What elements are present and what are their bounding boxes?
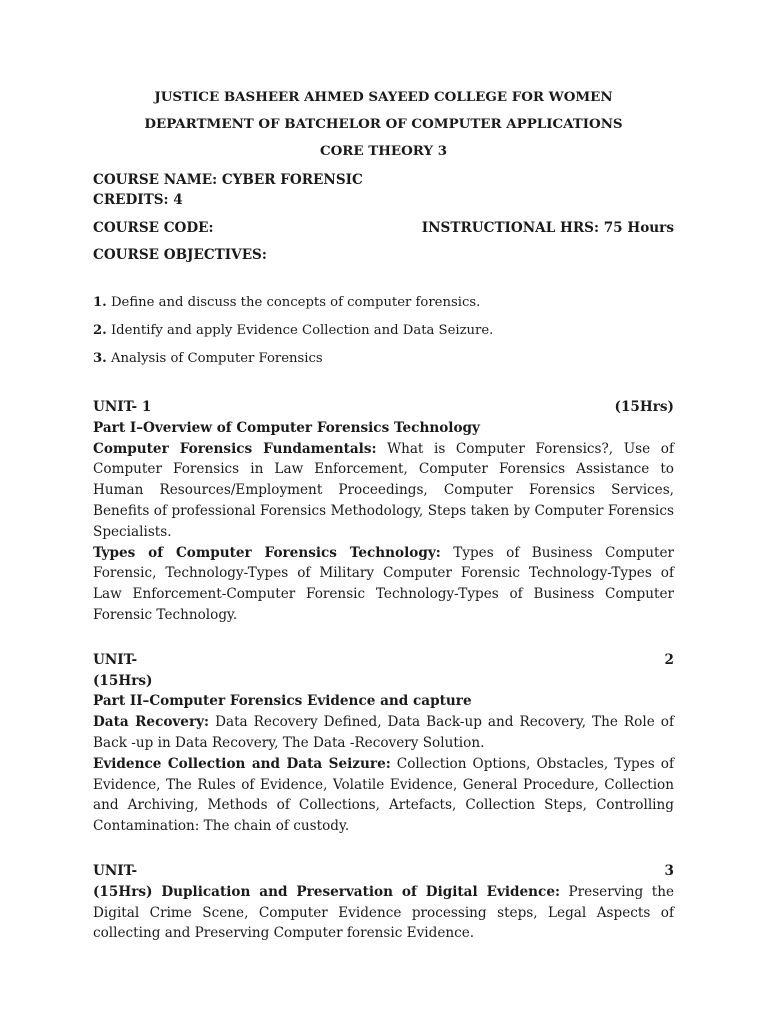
college-name: JUSTICE BASHEER AHMED SAYEED COLLEGE FOR WOMEN [154, 89, 613, 105]
objective-item [93, 289, 674, 317]
objective-number: 2. [93, 323, 107, 338]
unit-2-topic-1-text: Data Recovery Defined, Data Back-up and Recovery, The Role of Back -up in Data Recovery, The Data -Recovery Solution. [93, 714, 674, 751]
objective-text: Identify and apply Evidence Collection and Data Seizure. [106, 323, 494, 338]
objective-item [93, 345, 674, 373]
instructional-hours: INSTRUCTIONAL HRS: 75 Hours [421, 220, 674, 236]
unit-3-section [93, 861, 674, 944]
unit-1-paragraph-2 [93, 543, 674, 626]
unit-2-topic-2-title: Evidence Collection and Data Seizure: [93, 755, 391, 772]
unit-2-heading [93, 650, 674, 671]
unit-1-heading [93, 397, 674, 418]
department-name: DEPARTMENT OF BATCHELOR OF COMPUTER APPLICATIONS [144, 116, 623, 132]
unit-1-hours: (15Hrs) [614, 399, 674, 415]
unit-2-topic-2-text: Collection Options, Obstacles, Types of Evidence, The Rules of Evidence, Volatile Evidence, General Procedure, Collection and Archiving, Methods of Collections, Artefacts, Collection Steps, Controlling Contamination: The chain of custody. [93, 755, 674, 835]
unit-1-section [93, 397, 674, 626]
unit-3-label: UNIT- [93, 862, 138, 879]
course-credits: CREDITS: 4 [93, 192, 183, 208]
unit-1-topic-1-text: What is Computer Forensics?, Use of Computer Forensics in Law Enforcement, Computer Forensics Assistance to Human Resources/Employment Proceedings, Computer Forensics Services, Benefits of professional Forensics Methodology, Steps taken by Computer Forensics Specialists. [93, 440, 674, 540]
unit-3-topic-1-text: Preserving the Digital Crime Scene, Computer Evidence processing steps, Legal Aspects of collecting and Preserving Computer forensic Evidence. [93, 883, 674, 942]
objectives-title: COURSE OBJECTIVES: [93, 247, 267, 263]
unit-2-paragraph-1 [93, 712, 674, 754]
unit-2-number: 2 [664, 651, 674, 668]
course-name: COURSE NAME: CYBER FORENSIC [93, 172, 363, 188]
unit-1-paragraph-1 [93, 439, 674, 543]
course-code-row [93, 218, 674, 238]
unit-3-number: 3 [664, 862, 674, 879]
unit-3-paragraph-1 [93, 882, 674, 944]
core-title: CORE THEORY 3 [319, 143, 448, 159]
unit-1-label: UNIT- 1 [93, 399, 152, 415]
unit-2-label: UNIT- [93, 651, 138, 668]
unit-2-part-title: Part II–Computer Forensics Evidence and capture [93, 693, 472, 710]
objective-text: Analysis of Computer Forensics [106, 351, 323, 366]
objective-number: 3. [93, 351, 107, 366]
unit-2-topic-1-title: Data Recovery: [93, 714, 210, 731]
objectives-list [93, 289, 674, 373]
unit-1-part-title: Part I–Overview of Computer Forensics Technology [93, 419, 480, 436]
unit-3-heading [93, 861, 674, 882]
unit-3-topic-1-title: (15Hrs) Duplication and Preservation of Digital Evidence: [93, 883, 560, 900]
unit-1-topic-1-title: Computer Forensics Fundamentals: [93, 440, 377, 457]
unit-2-hours: (15Hrs) [93, 672, 153, 689]
course-code: COURSE CODE: [93, 220, 214, 236]
objective-text: Define and discuss the concepts of computer forensics. [106, 295, 481, 310]
unit-1-topic-2-title: Types of Computer Forensics Technology: [93, 544, 441, 561]
objective-item [93, 317, 674, 345]
unit-2-section [93, 650, 674, 837]
unit-2-paragraph-2 [93, 754, 674, 837]
objective-number: 1. [93, 295, 107, 310]
unit-1-topic-2-text: Types of Business Computer Forensic, Technology-Types of Military Computer Forensic Technology-Types of Law Enforcement-Computer Forensic Technology-Types of Business Computer Forensic Technology. [93, 544, 674, 623]
